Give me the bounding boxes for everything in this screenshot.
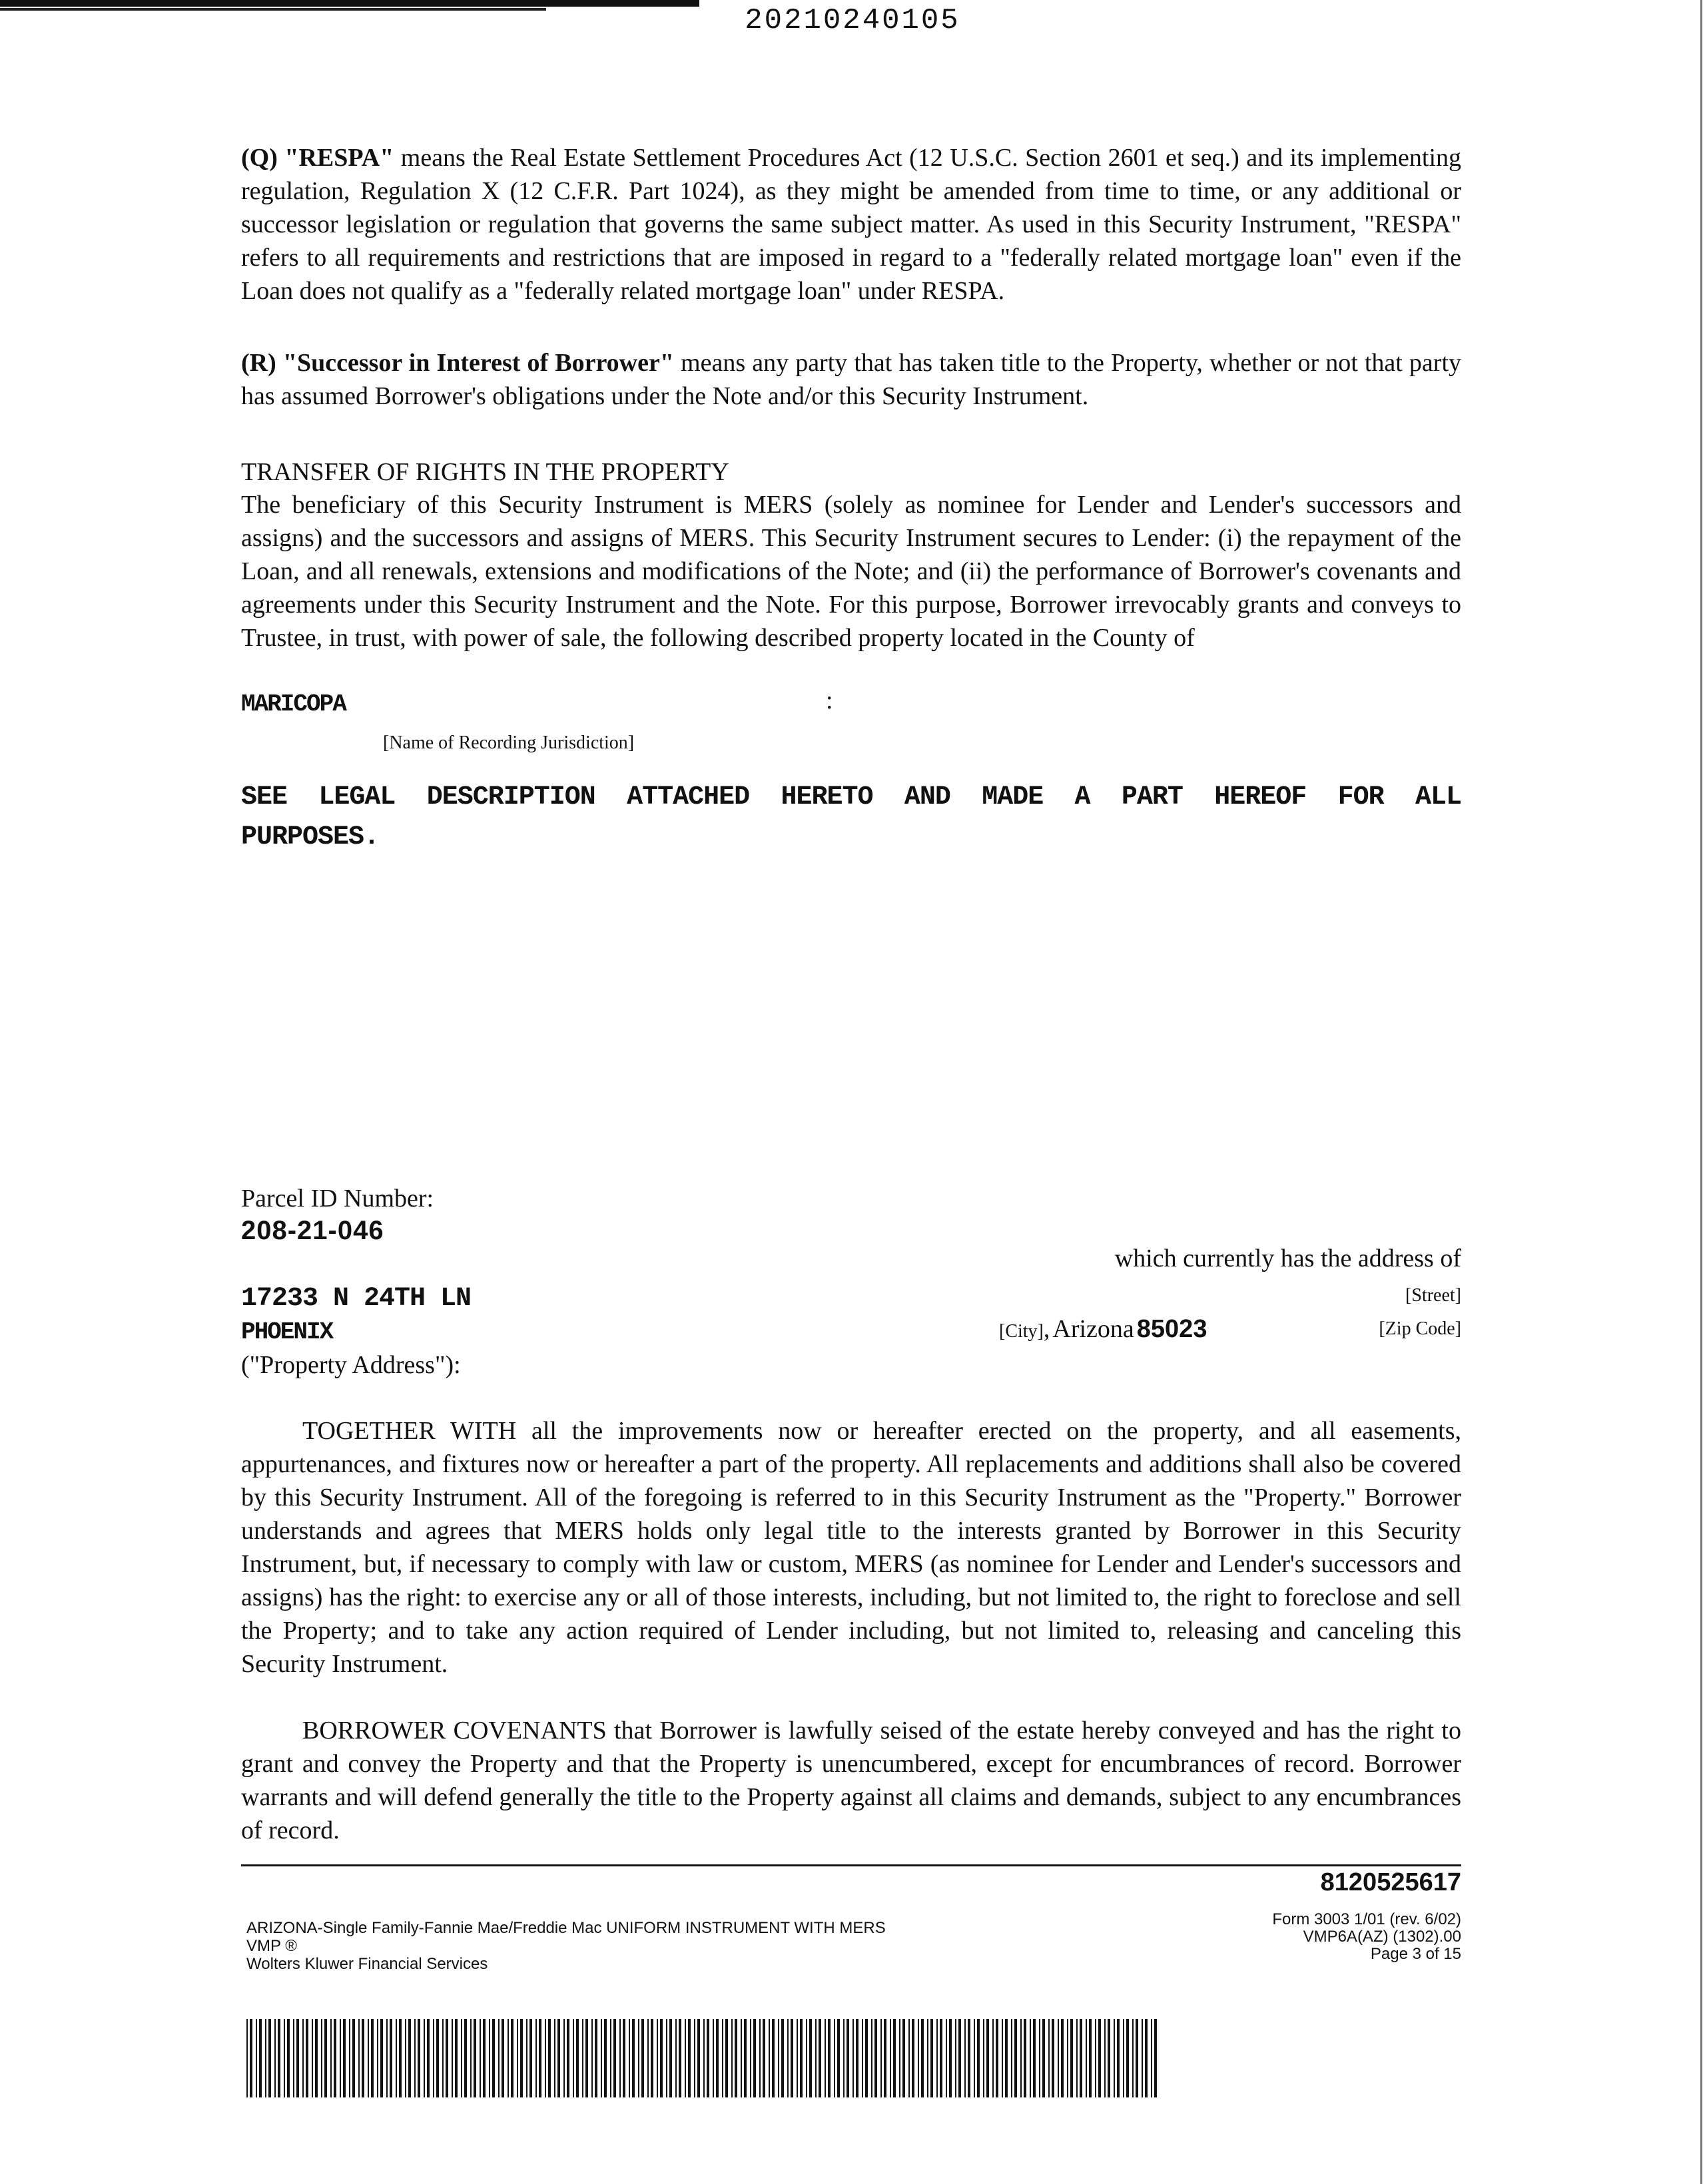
definition-q-text: means the Real Estate Settlement Procedures Act (12 U.S.C. Section 2601 et seq.) and its implementing regulation, Regulation X (12 C.F.R. Part 1024), as they might be amended from time to time, or any additional or successor legislation or regulation that governs the same subject matter. As used in this Security Instrument, "RESPA" refers to all requirements and restrictions that are imposed in regard to a "federally related mortgage loan" even if the Loan does not qualify as a "federally related mortgage loan" under RESPA. — [241, 144, 1461, 305]
property-address-label: ("Property Address"): — [241, 1351, 461, 1379]
definition-q-term: "RESPA" — [284, 144, 394, 172]
parcel-id-number: 208-21-046 — [241, 1216, 384, 1245]
footer-publisher: Wolters Kluwer Financial Services — [246, 1955, 488, 1973]
parcel-id-label: Parcel ID Number: — [241, 1185, 434, 1213]
footer-rule — [241, 1864, 1461, 1866]
county-colon: : — [826, 686, 833, 714]
property-street: 17233 N 24TH LN — [241, 1284, 472, 1314]
recording-jurisdiction-label: [Name of Recording Jurisdiction] — [383, 732, 635, 753]
definition-r-label: (R) — [241, 349, 276, 377]
loan-number: 8120525617 — [1320, 1868, 1461, 1896]
definition-respa — [241, 141, 1461, 308]
transfer-text: The beneficiary of this Security Instrument is MERS (solely as nominee for Lender and Lender's successors and assigns) and the successors and assigns of MERS. This Security Instrument secures to Lender: (i) the repayment of the Loan, and all renewals, extensions and modifications of the Note; and (ii) the performance of Borrower's covenants and agreements under this Security Instrument and the Note. For this purpose, Borrower irrevocably grants and conveys to Trustee, in trust, with power of sale, the following described property located in the County of — [241, 491, 1461, 652]
footer-form-number: Form 3003 1/01 (rev. 6/02) — [1272, 1910, 1461, 1928]
footer-form-numbers — [1132, 1911, 1461, 1963]
county-name: MARICOPA — [241, 690, 346, 718]
definition-q-label: (Q) — [241, 144, 278, 172]
borrower-covenants-clause: BORROWER COVENANTS that Borrower is lawfully seised of the estate hereby conveyed and has the right to grant and convey the Property and that the Property is unencumbered, except for encumbrances of record. Borrower warrants and will defend generally the title to the Property against all claims and demands, subject to any encumbrances of record. — [241, 1717, 1461, 1844]
city-comma: , — [1043, 1315, 1050, 1343]
scan-right-edge — [1700, 0, 1702, 2184]
together-with-clause: TOGETHER WITH all the improvements now or hereafter erected on the property, and all easements, appurtenances, and fixtures now or hereafter a part of the property. All replacements and additions shall also be covered by this Security Instrument. All of the foregoing is referred to in this Security Instrument as the "Property." Borrower understands and agrees that MERS holds only legal title to the interests granted by Borrower in this Security Instrument, but, if necessary to comply with law or custom, MERS (as nominee for Lender and Lender's successors and assigns) has the right: to exercise any or all of those interests, including, but not limited to, the right to foreclose and sell the Property; and to take any action required of Lender including, but not limited to, releasing and canceling this Security Instrument. — [241, 1417, 1461, 1678]
definition-r-text: means any party that has taken title to the Property, whether or not that party has assumed Borrower's obligations under the Note and/or this Security Instrument. — [241, 349, 1462, 410]
legal-description: SEE LEGAL DESCRIPTION ATTACHED HERETO AND MADE A PART HEREOF FOR ALL PURPOSES. — [241, 782, 1461, 852]
barcode-icon — [246, 2019, 1159, 2097]
footer-page: Page 3 of 15 — [1370, 1945, 1461, 1963]
definition-r-term: "Successor in Interest of Borrower" — [282, 349, 674, 377]
property-zip: 85023 — [1136, 1315, 1207, 1343]
property-city: PHOENIX — [241, 1318, 333, 1346]
transfer-heading: TRANSFER OF RIGHTS IN THE PROPERTY — [241, 458, 729, 486]
street-label: [Street] — [1405, 1285, 1461, 1306]
address-intro: which currently has the address of — [1114, 1244, 1461, 1272]
property-state: Arizona — [1052, 1315, 1134, 1343]
city-label: [City] — [999, 1321, 1044, 1342]
definition-successor — [241, 346, 1461, 413]
footer-form-info — [246, 1919, 886, 1973]
footer-vmp-code: VMP6A(AZ) (1302).00 — [1303, 1928, 1461, 1946]
city-state-zip — [999, 1314, 1207, 1344]
footer-vmp: VMP ® — [246, 1937, 297, 1955]
zip-code-label: [Zip Code] — [1379, 1318, 1461, 1339]
footer-form-title: ARIZONA-Single Family-Fannie Mae/Freddie Mac UNIFORM INSTRUMENT WITH MERS — [246, 1919, 886, 1937]
recording-number: 20210240105 — [745, 4, 960, 37]
